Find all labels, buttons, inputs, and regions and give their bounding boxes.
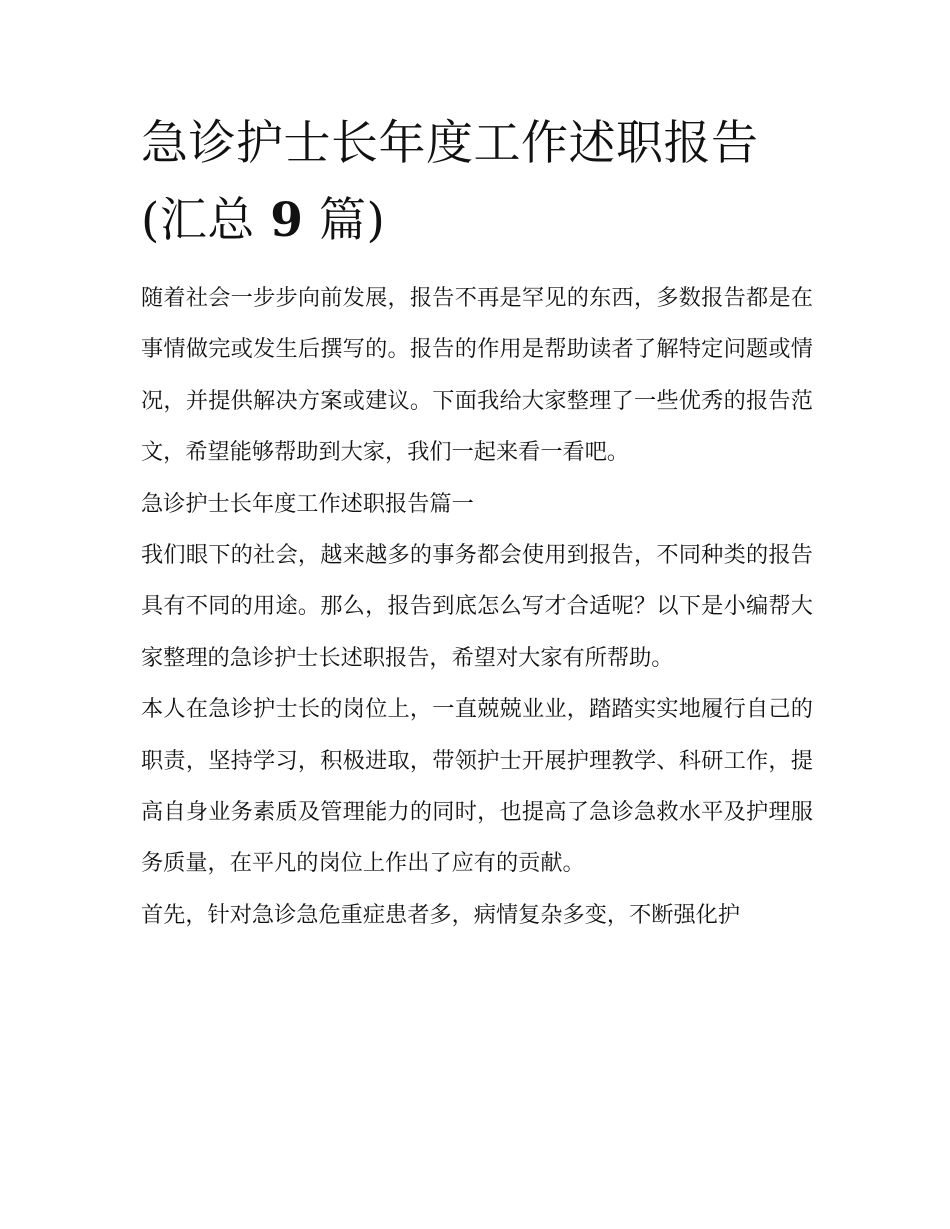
document-body: [141, 273, 813, 941]
paragraph-intro: 随着社会一步步向前发展，报告不再是罕见的东西，多数报告都是在事情做完或发生后撰写的。报告的作用是帮助读者了解特定问题或情况，并提供解决方案或建议。下面我给大家整理了一些优秀的报告范文，希望能够帮助到大家，我们一起来看一看吧。: [141, 285, 813, 466]
section-heading: 急诊护士长年度工作述职报告篇一: [141, 490, 474, 517]
title-open: (汇总: [141, 193, 255, 248]
title-line-1: 急诊护士长年度工作述职报告: [141, 116, 759, 171]
title-close: 篇): [318, 193, 386, 248]
paragraph-3: 首先，针对急诊急危重症患者多，病情复杂多变，不断强化护: [141, 901, 741, 928]
document-title: [141, 112, 813, 253]
title-line-2: [141, 189, 813, 253]
paragraph-1: 我们眼下的社会，越来越多的事务都会使用到报告，不同种类的报告具有不同的用途。那么，报告到底怎么写才合适呢？以下是小编帮大家整理的急诊护士长述职报告，希望对大家有所帮助。: [141, 542, 813, 671]
document-page: [141, 112, 813, 941]
paragraph-2: 本人在急诊护士长的岗位上，一直兢兢业业，踏踏实实地履行自己的职责，坚持学习，积极进取，带领护士开展护理教学、科研工作，提高自身业务素质及管理能力的同时，也提高了急诊急救水平及护理服务质量，在平凡的岗位上作出了应有的贡献。: [141, 696, 813, 877]
title-number: 9: [270, 193, 304, 248]
